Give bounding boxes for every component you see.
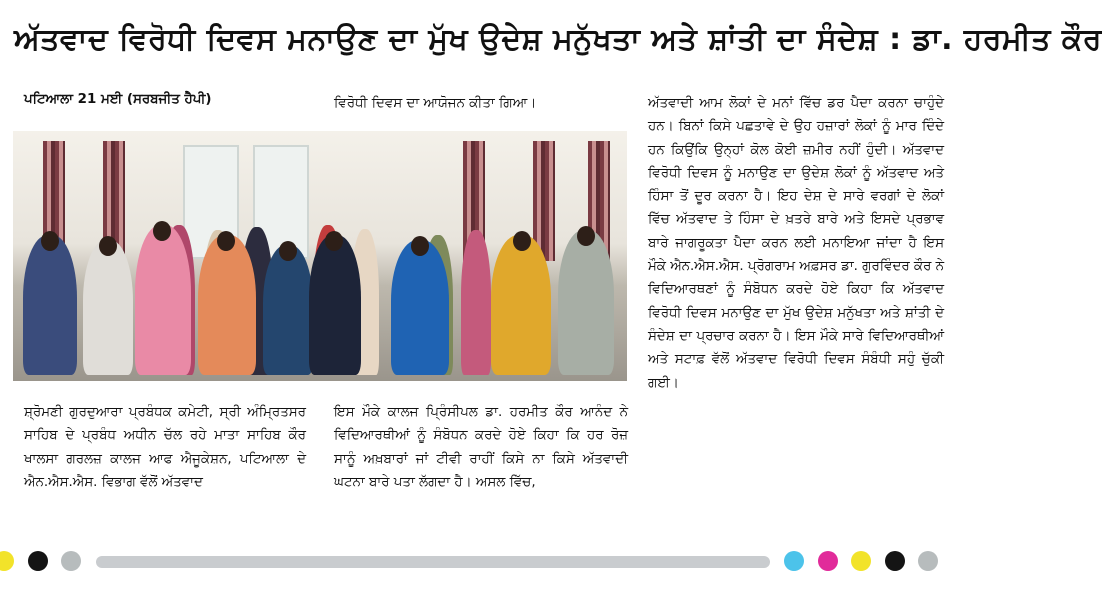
- yellow-dot: [851, 551, 871, 571]
- student: [391, 240, 449, 375]
- student: [23, 235, 77, 375]
- student: [83, 240, 133, 375]
- black-dot: [885, 551, 905, 571]
- student: [309, 235, 361, 375]
- column-2-top-text: [334, 92, 628, 115]
- paragraph: ਇਸ ਮੌਕੇ ਕਾਲਜ ਪ੍ਰਿੰਸੀਪਲ ਡਾ. ਹਰਮੀਤ ਕੌਰ ਆਨੰਦ ਨੇ ਵਿਦਿਆਰਥੀਆਂ ਨੂੰ ਸੰਬੋਧਨ ਕਰਦੇ ਹੋਏ ਕਿਹਾ ਕਿ ਹਰ ਰੋਜ਼ ਸਾਨੂੰ ਅਖ਼ਬਾਰਾਂ ਜਾਂ ਟੀਵੀ ਰਾਹੀਂ ਕਿਸੇ ਨਾ ਕਿਸੇ ਅੱਤਵਾਦੀ ਘਟਨਾ ਬਾਰੇ ਪਤਾ ਲੱਗਦਾ ਹੈ। ਅਸਲ ਵਿੱਚ,: [334, 405, 628, 490]
- student-head: [577, 226, 595, 246]
- student: [558, 230, 614, 375]
- student: [198, 235, 256, 375]
- headline: ਅੱਤਵਾਦ ਵਿਰੋਧੀ ਦਿਵਸ ਮਨਾਉਣ ਦਾ ਮੁੱਖ ਉਦੇਸ਼ ਮਨੁੱਖਤਾ ਅਤੇ ਸ਼ਾਂਤੀ ਦਾ ਸੰਦੇਸ਼ : ਡਾ. ਹਰਮੀਤ ਕੌਰ: [14, 22, 1102, 57]
- student-head: [99, 236, 117, 256]
- column-1-text: [24, 401, 306, 494]
- student-head: [513, 231, 531, 251]
- student-head: [153, 221, 171, 241]
- student-head: [279, 241, 297, 261]
- cyan-dot: [784, 551, 804, 571]
- yellow-dot: [0, 551, 14, 571]
- student: [135, 225, 191, 375]
- student-head: [41, 231, 59, 251]
- student-head: [411, 236, 429, 256]
- decorative-bar: [0, 548, 972, 574]
- paragraph: ਅੱਤਵਾਦੀ ਆਮ ਲੋਕਾਂ ਦੇ ਮਨਾਂ ਵਿੱਚ ਡਰ ਪੈਦਾ ਕਰਨਾ ਚਾਹੁੰਦੇ ਹਨ। ਬਿਨਾਂ ਕਿਸੇ ਪਛਤਾਵੇ ਦੇ ਉਹ ਹਜ਼ਾਰਾਂ ਲੋਕਾਂ ਨੂੰ ਮਾਰ ਦਿੰਦੇ ਹਨ ਕਿਉਂਕਿ ਉਨ੍ਹਾਂ ਕੋਲ ਕੋਈ ਜ਼ਮੀਰ ਨਹੀਂ ਹੁੰਦੀ। ਅੱਤਵਾਦ ਵਿਰੋਧੀ ਦਿਵਸ ਨੂੰ ਮਨਾਉਣ ਦਾ ਉਦੇਸ਼ ਲੋਕਾਂ ਨੂੰ ਅੱਤਵਾਦ ਅਤੇ ਹਿੰਸਾ ਤੋਂ ਦੂਰ ਕਰਨਾ ਹੈ। ਇਹ ਦੇਸ਼ ਦੇ ਸਾਰੇ ਵਰਗਾਂ ਦੇ ਲੋਕਾਂ ਵਿੱਚ ਅੱਤਵਾਦ ਤੇ ਹਿੰਸਾ ਦੇ ਖ਼ਤਰੇ ਬਾਰੇ ਅਤੇ ਇਸਦੇ ਪ੍ਰਭਾਵ ਬਾਰੇ ਜਾਗਰੂਕਤਾ ਪੈਦਾ ਕਰਨ ਲਈ ਮਨਾਇਆ ਜਾਂਦਾ ਹੈ ਇਸ ਮੌਕੇ ਐਨ.ਐਸ.ਐਸ. ਪ੍ਰੋਗਰਾਮ ਅਫ਼ਸਰ ਡਾ. ਗੁਰਵਿੰਦਰ ਕੌਰ ਨੇ ਵਿਦਿਆਰਥਣਾਂ ਨੂੰ ਸੰਬੋਧਨ ਕਰਦੇ ਹੋਏ ਕਿਹਾ ਕਿ ਅੱਤਵਾਦ ਵਿਰੋਧੀ ਦਿਵਸ ਮਨਾਉਣ ਦਾ ਮੁੱਖ ਉਦੇਸ਼ ਮਨੁੱਖਤਾ ਅਤੇ ਸ਼ਾਂਤੀ ਦੇ ਸੰਦੇਸ਼ ਦਾ ਪ੍ਰਚਾਰ ਕਰਨਾ ਹੈ। ਇਸ ਮੌਕੇ ਸਾਰੇ ਵਿਦਿਆਰਥੀਆਂ ਅਤੇ ਸਟਾਫ਼ ਵੱਲੋਂ ਅੱਤਵਾਦ ਵਿਰੋਧੀ ਦਿਵਸ ਸੰਬੰਧੀ ਸਹੁੰ ਚੁੱਕੀ ਗਈ।: [648, 96, 944, 391]
- dateline: ਪਟਿਆਲਾ 21 ਮਈ (ਸਰਬਜੀਤ ਹੈਪੀ): [24, 92, 212, 107]
- student-head: [217, 231, 235, 251]
- student-head: [325, 231, 343, 251]
- scroll-track: [96, 556, 770, 568]
- column-2-bottom-text: [334, 401, 628, 494]
- news-photo: [13, 131, 627, 381]
- paragraph: ਸ਼੍ਰੋਮਣੀ ਗੁਰਦੁਆਰਾ ਪ੍ਰਬੰਧਕ ਕਮੇਟੀ, ਸ੍ਰੀ ਅੰਮ੍ਰਿਤਸਰ ਸਾਹਿਬ ਦੇ ਪ੍ਰਬੰਧ ਅਧੀਨ ਚੱਲ ਰਹੇ ਮਾਤਾ ਸਾਹਿਬ ਕੌਰ ਖਾਲਸਾ ਗਰਲਜ਼ ਕਾਲਜ ਆਫ ਐਜੂਕੇਸ਼ਨ, ਪਟਿਆਲਾ ਦੇ ਐਨ.ਐਸ.ਐਸ. ਵਿਭਾਗ ਵੱਲੋਂ ਅੱਤਵਾਦ: [24, 405, 306, 490]
- gray-dot: [61, 551, 81, 571]
- magenta-dot: [818, 551, 838, 571]
- student: [263, 245, 313, 375]
- column-3-text: [648, 92, 944, 395]
- student: [491, 235, 551, 375]
- paragraph: ਵਿਰੋਧੀ ਦਿਵਸ ਦਾ ਆਯੋਜਨ ਕੀਤਾ ਗਿਆ।: [334, 96, 537, 111]
- black-dot: [28, 551, 48, 571]
- gray-dot: [918, 551, 938, 571]
- student: [461, 230, 491, 375]
